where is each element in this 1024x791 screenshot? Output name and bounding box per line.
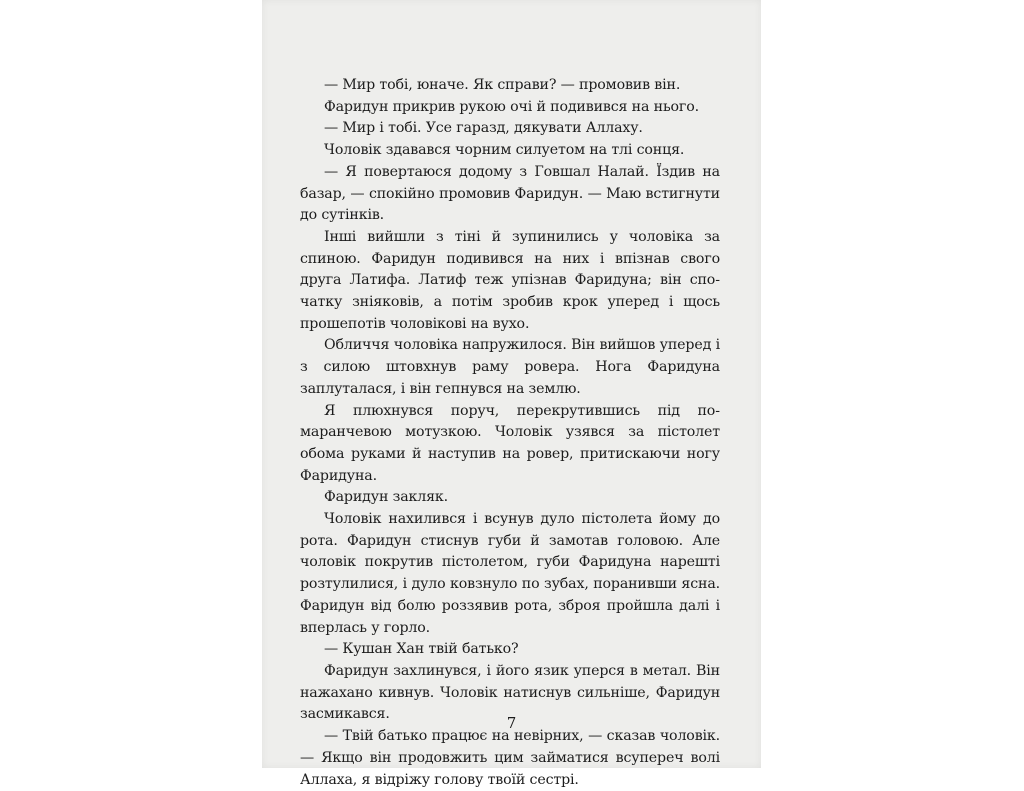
book-page <box>262 0 761 788</box>
paragraph-3: — Мир і тобі. Усе гаразд, дякувати Аллаху. <box>324 120 643 137</box>
paragraph-1: — Мир тобі, юначе. Як справи? — промовив він. <box>324 77 681 93</box>
paragraph-2: Фаридун прикрив рукою очі й подивився на нього. <box>324 98 699 115</box>
paragraph-10: Чоловік нахилився і всунув дуло пістолета йому до рота. Фаридун стиснув губи й замотав головою. Але чоловік покрутив пістолетом, губи Фаридуна нарешті розтулилися, і дуло ковзнуло по зубах, поранивши ясна. Фаридун від болю роззявив рота, зброя пройшла далі і вперлась у горло. <box>300 511 720 636</box>
paragraph-5: — Я повертаюся додому з Говшал Налай. Їздив на базар, — спокійно промовив Фаридун. — Маю встигнути до сутінків. <box>300 163 720 224</box>
paragraph-7: Обличчя чоловіка напружилося. Він вийшов уперед і з силою штовхнув раму ровера. Нога Фаридуна заплуталася, і він гепнувся на землю. <box>300 337 720 397</box>
paragraph-11: — Кушан Хан твій батько? <box>324 641 519 658</box>
paragraph-4: Чоловік здавався чорним силуетом на тлі сонця. <box>324 142 685 159</box>
paragraph-12: Фаридун захлинувся, і його язик уперся в метал. Він нажахано кивнув. Чоловік натиснув сильніше, Фаридун засмикався. <box>300 662 720 723</box>
paragraph-8: Я плюхнувся поруч, перекрутившись під помаранчевою мотузкою. Чоловік узявся за пістолет обома руками й наступив на ровер, притискаючи ногу Фаридуна. <box>300 402 720 484</box>
paragraph-6: Інші вийшли з тіні й зупинились у чоловіка за спиною. Фаридун подивився на них і впізнав свого друга Латифа. Латиф теж упізнав Фаридуна; він спочатку зніяковів, а потім зробив крок уперед і щось прошепотів чоловікові на вухо. <box>300 228 720 332</box>
paragraph-13: — Твій батько працює на невірних, — сказав чоловік. — Якщо він продовжить цим займатися всупереч волі Аллаха, я відріжу голову твоїй сестрі. <box>300 728 720 788</box>
page-body-text <box>300 75 720 791</box>
page-number: 7 <box>506 714 517 732</box>
paragraph-9: Фаридун закляк. <box>324 489 448 506</box>
